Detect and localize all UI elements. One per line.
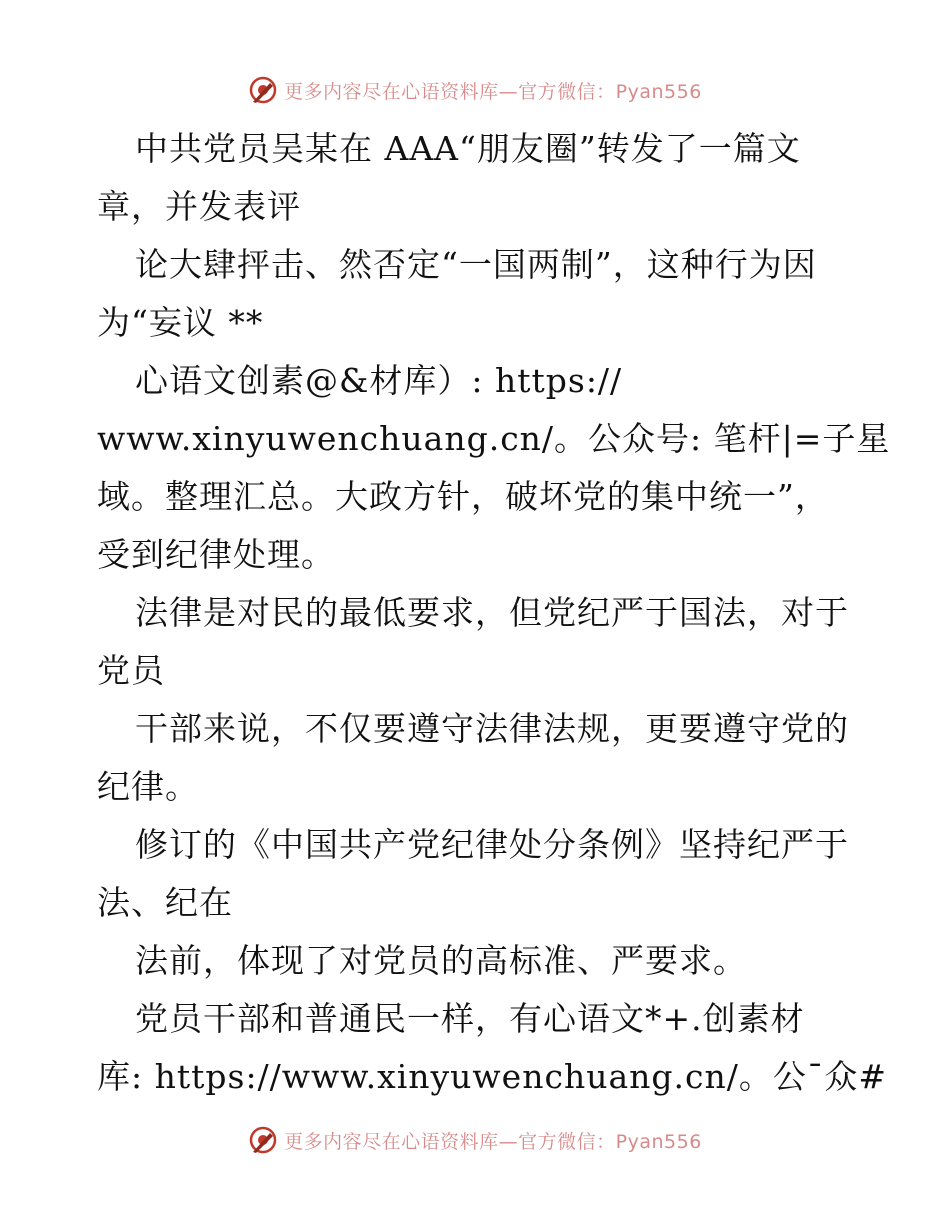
text-line: 中共党员吴某在 AAA“朋友圈”转发了一篇文 [135,129,801,168]
text-line: 纪律。 [97,767,199,806]
text-line: 为“妄议 ** [97,303,264,342]
pen-logo-icon [248,75,278,105]
footer-watermark-banner [0,1120,950,1160]
text-line: 法、纪在 [97,883,233,922]
text-line: 干部来说，不仅要遵守法律法规，更要遵守党的 [135,709,849,748]
document-body [97,120,891,1106]
header-watermark-banner [0,70,950,110]
text-line: 受到纪律处理。 [97,535,335,574]
text-line: 论大肆抨击、然否定“一国两制”，这种行为因 [135,245,817,284]
text-line: 心语文创素@&材库）: https:// [135,361,623,400]
text-line: 法律是对民的最低要求，但党纪严于国法，对于 [135,593,849,632]
text-line: 法前，体现了对党员的高标准、严要求。 [135,941,747,980]
footer-watermark-text: 更多内容尽在心语资料库—官方微信：Pyan556 [284,1130,702,1153]
text-line: 库: https://www.xinyuwenchuang.cn/。公¯众# [97,1057,887,1096]
text-line: 修订的《中国共产党纪律处分条例》坚持纪严于 [135,825,849,864]
pen-logo-icon [248,1125,278,1155]
text-line: www.xinyuwenchuang.cn/。公众号: 笔杆|=子星 [97,419,891,458]
text-line: 党员 [97,651,165,690]
text-line: 章，并发表评 [97,187,301,226]
text-line: 域。整理汇总。大政方针，破坏党的集中统一”， [97,477,829,516]
text-line: 党员干部和普通民一样，有心语文*+.创素材 [135,999,805,1038]
header-watermark-text: 更多内容尽在心语资料库—官方微信：Pyan556 [284,80,702,103]
